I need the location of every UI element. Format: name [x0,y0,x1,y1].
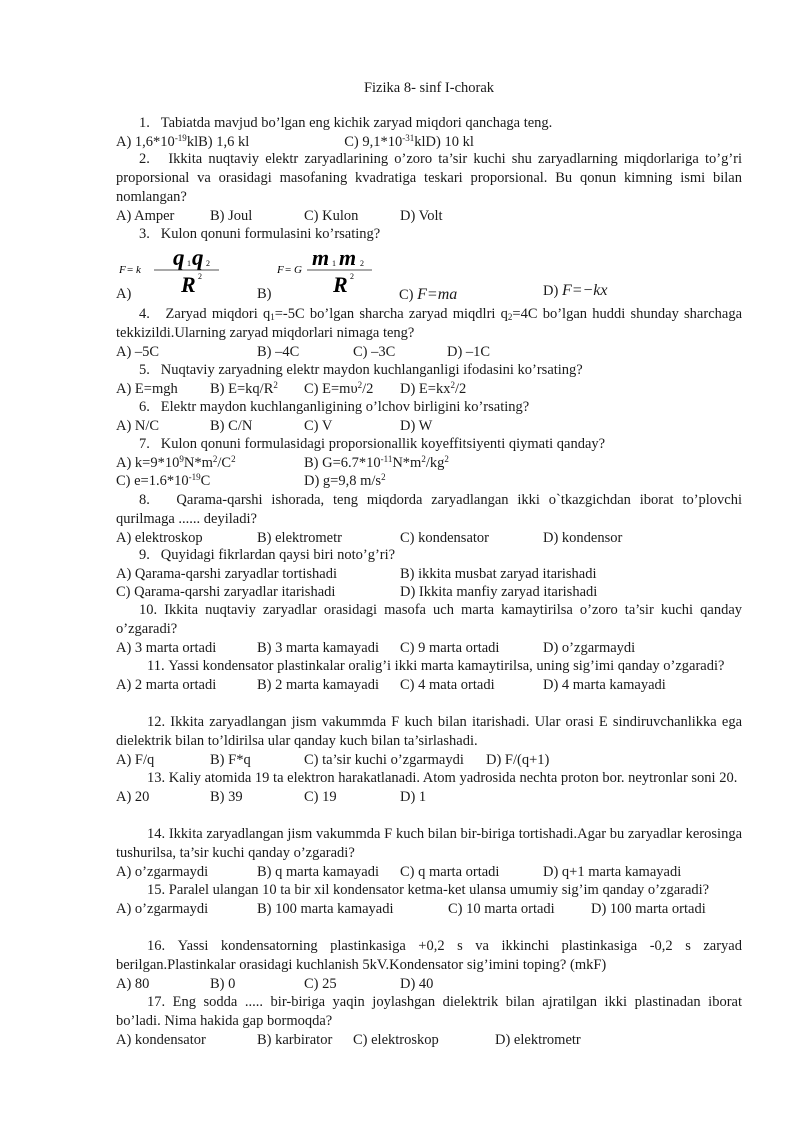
option-b: B) –4C [257,344,300,360]
option-d: D) g=9,8 $m/s^2$ [304,472,386,489]
option-b: B) 0 [210,976,236,992]
question-14 [116,825,742,881]
formula-a-den: R [181,272,196,296]
formula-b-sub-2: 2 [360,259,364,268]
option-b: B) elektrometr [257,530,342,546]
question-text: 14. Ikkita zaryadlangan jism vakummda F kuch bilan bir-biriga tortishadi.Agar bu zaryadlar kerosinga tushurilsa, ta’sir kuchi qanday o’zgaradi? [116,826,743,861]
option-d: D) W [400,418,433,434]
answer-options [116,1031,742,1049]
question-text: 8. Qarama-qarshi ishorada, teng miqdorda zaryadlangan ikki o`tkazgichdan iborat to’plovchi qurilmaga ...... deyiladi? [116,492,743,527]
option-d: D) o’zgarmaydi [543,640,636,656]
question-text: 12. Ikkita zaryadlangan jism vakummda F kuch bilan itarishadi. Ular orasi E sindiruvchanlikka ega dielektrik bilan to’ldirilsa ular qanday kuch bilan ta’sirlashadi. [116,714,742,749]
answer-options [116,207,742,225]
question-3 [116,225,742,244]
option-a: A) F/q [116,752,155,768]
formula-b-sup: 2 [350,272,354,281]
option-c: C) q marta ortadi [400,864,500,880]
formula-c: F=ma [417,286,458,303]
formula-a-num-1: q [173,248,185,270]
question-15 [116,881,742,918]
option-b: B) C/N [210,418,253,434]
option-b: B) 3 marta kamayadi [257,640,379,656]
option-a: A) $1,6*10^{-19}kl$ [116,133,199,150]
option-d: D) F=−kx [543,282,608,299]
answer-options [116,472,742,490]
question-text: 1. Tabiatda mavjud bo’lgan eng kichik zaryad miqdori qanchaga teng. [139,115,553,131]
answer-options [116,639,742,657]
formula-b-num-1: m [312,248,330,270]
option-b: B) 2 marta kamayadi [257,677,379,693]
formula-b [277,248,387,296]
option-a: A) 80 [116,976,150,992]
option-a: A) Amper [116,208,175,224]
formula-b-lhs: F [277,264,284,276]
formula-d: F=−kx [561,282,608,299]
page-title: Fizika 8- sinf I-chorak [363,80,495,96]
question-12 [116,713,742,769]
formula-a-sub-2: 2 [206,259,210,268]
question-text: 11. Yassi kondensator plastinkalar oralig’i ikki marta kamaytirilsa, uning sig’imi qanday o’zgaradi? [147,658,725,674]
answer-options [116,975,742,993]
question-text: 2. Ikkita nuqtaviy elektr zaryadlarining o’zoro ta’sir kuchi shu zaryadlarning miqdorlariga to’g’ri proporsional va orasidagi masofaning kvadratiga teskari proporsional. Bu qonun kimning ismi bilan nomlangan? [116,151,743,205]
option-c: C) 25 [304,976,337,992]
option-b: B) F*q [210,752,251,768]
option-c: C) $9,1*10^{-31}kl$ [344,133,426,150]
option-c: C) Qarama-qarshi zaryadlar itarishadi [116,584,336,600]
question-7 [116,435,742,490]
answer-options [116,417,742,435]
formula-b-num-2: m [339,248,357,270]
option-a: A) 2 marta ortadi [116,677,217,693]
formula-b-sub-1: 1 [332,259,336,268]
option-d: D) –1C [447,344,491,360]
option-c: C) Kulon [304,208,359,224]
option-b: B) 100 marta kamayadi [257,901,394,917]
answer-options [116,454,742,472]
question-2 [116,150,742,225]
formula-a-sub-1: 1 [187,259,191,268]
option-d: D) Ikkita manfiy zaryad itarishadi [400,584,598,600]
answer-options [116,565,742,583]
question-text: 6. Elektr maydon kuchlanganligining o’lchov birligini ko’rsating? [139,399,530,415]
option-c: C) 4 mata ortadi [400,677,495,693]
answer-options [116,751,742,769]
option-b: B) [257,286,272,302]
question-text: 7. Kulon qonuni formulasidagi proporsionallik koyeffitsiyenti qiymati qanday? [139,436,606,452]
option-a: A) E=mgh [116,381,178,397]
option-c: C) $E=m\upsilon^2/2$ [304,380,374,397]
formula-a [119,248,229,296]
option-c: C) –3C [353,344,396,360]
answer-options [116,676,742,694]
option-a: A) $k=9*10^9N*m^2/C^2$ [116,454,236,471]
formula-a-num-2: q [192,248,204,270]
option-c: C) ta’sir kuchi o’zgarmaydi [304,752,464,768]
option-a: A) o’zgarmaydi [116,864,209,880]
answer-options [116,529,742,547]
question-text: 4. Zaryad miqdori $q_1=-5C$ bo’lgan sharcha zaryad miqdlri $q_2=4C$ bo’lgan huddi shunday sharchaga tekkizildi.Ularning zaryad miqdorlari nimaga teng? [116,306,743,341]
question-text: 10. Ikkita nuqtaviy zaryadlar orasidagi masofa uch marta kamaytirilsa o’zoro ta’sir kuchi qanday o’zgaradi? [116,602,742,637]
option-d: D) q+1 marta kamayadi [543,864,682,880]
option-d: D) F/(q+1) [486,752,550,768]
formula-b-den: R [333,272,348,296]
answer-options [116,133,742,151]
answer-options [116,788,742,806]
question-text: 3. Kulon qonuni formulasini ko’rsating? [139,226,381,242]
option-b: B) karbirator [257,1032,333,1048]
option-d: D) elektrometr [495,1032,581,1048]
formula-a-lhs: F [119,264,126,276]
option-a: A) –5C [116,344,160,360]
option-c: C) 10 marta ortadi [448,901,555,917]
formula-a-const: k [136,264,141,276]
question-text: 5. Nuqtaviy zaryadning elektr maydon kuchlanganligi ifodasini ko’rsating? [139,362,583,378]
option-d: D) Volt [400,208,443,224]
formula-b-eq: = [285,264,292,276]
option-b: B) q marta kamayadi [257,864,379,880]
option-d: D) kondensor [543,530,623,546]
option-c: C) elektroskop [353,1032,439,1048]
option-a: A) 20 [116,789,150,805]
option-d: D) $E=kx^2/2$ [400,380,467,397]
option-c: C) V [304,418,333,434]
question-9 [116,546,742,601]
question-text: 13. Kaliy atomida 19 ta elektron harakatlanadi. Atom yadrosida nechta proton bor. neytronlar soni 20. [147,770,738,786]
option-a: A) elektroskop [116,530,203,546]
question-17 [116,993,742,1049]
question-8 [116,491,742,547]
option-c: C) $e=1.6*10^{-19}C$ [116,472,211,489]
option-c: C) 9 marta ortadi [400,640,500,656]
question-10 [116,601,742,657]
option-b: B) ikkita musbat zaryad itarishadi [400,566,597,582]
question-6 [116,398,742,435]
option-d: D) 40 [400,976,434,992]
option-a: A) o’zgarmaydi [116,901,209,917]
question-text: 17. Eng sodda ..... bir-biriga yaqin joylashgan dielektrik bilan ajratilgan ikki plastinadan iborat bo’ladi. Nima hakida gap bormoqda? [116,994,742,1029]
question-text: 9. Quyidagi fikrlardan qaysi biri noto’g’ri? [139,547,396,563]
formula-b-const: G [294,264,302,276]
answer-options [116,583,742,601]
option-c: C) 19 [304,789,337,805]
option-a: A) N/C [116,418,160,434]
answer-options [116,900,742,918]
question-5 [116,361,742,398]
option-a: A) 3 marta ortadi [116,640,217,656]
option-d: D) 10 kl [425,134,474,150]
option-b: B) Joul [210,208,253,224]
option-a: A) kondensator [116,1032,206,1048]
option-c: C) F=ma [399,286,458,303]
question-13 [116,769,742,806]
question-1 [116,114,742,151]
option-d: D) 100 marta ortadi [591,901,706,917]
option-d: D) 4 marta kamayadi [543,677,666,693]
option-a: A) Qarama-qarshi zaryadlar tortishadi [116,566,338,582]
answer-options [116,863,742,881]
option-b: B) $G=6.7*10^{-11}N*m^2/kg^2$ [304,454,449,471]
option-d: D) 1 [400,789,427,805]
option-b: B) 39 [210,789,243,805]
option-b: B) $E=kq/R^2$ [210,380,278,397]
option-b: B) 1,6 kl [198,134,250,150]
formula-a-sup: 2 [198,272,202,281]
answer-options [116,380,742,398]
question-4 [116,305,742,361]
answer-options [116,343,742,361]
question-11 [116,657,742,694]
question-text: 16. Yassi kondensatorning plastinkasiga +0,2 s va ikkinchi plastinkasiga -0,2 s zaryad berilgan.Plastinkalar orasidagi kuchlanish 5kV.Kondensator sig’imini toping? (mkF) [116,938,742,973]
option-a: A) [116,286,132,302]
question-16 [116,937,742,993]
formula-a-eq: = [127,264,134,276]
option-c: C) kondensator [400,530,489,546]
formula-options [116,248,742,303]
question-text: 15. Paralel ulangan 10 ta bir xil kondensator ketma-ket ulansa umumiy sig’im qanday o’zgaradi? [147,882,710,898]
